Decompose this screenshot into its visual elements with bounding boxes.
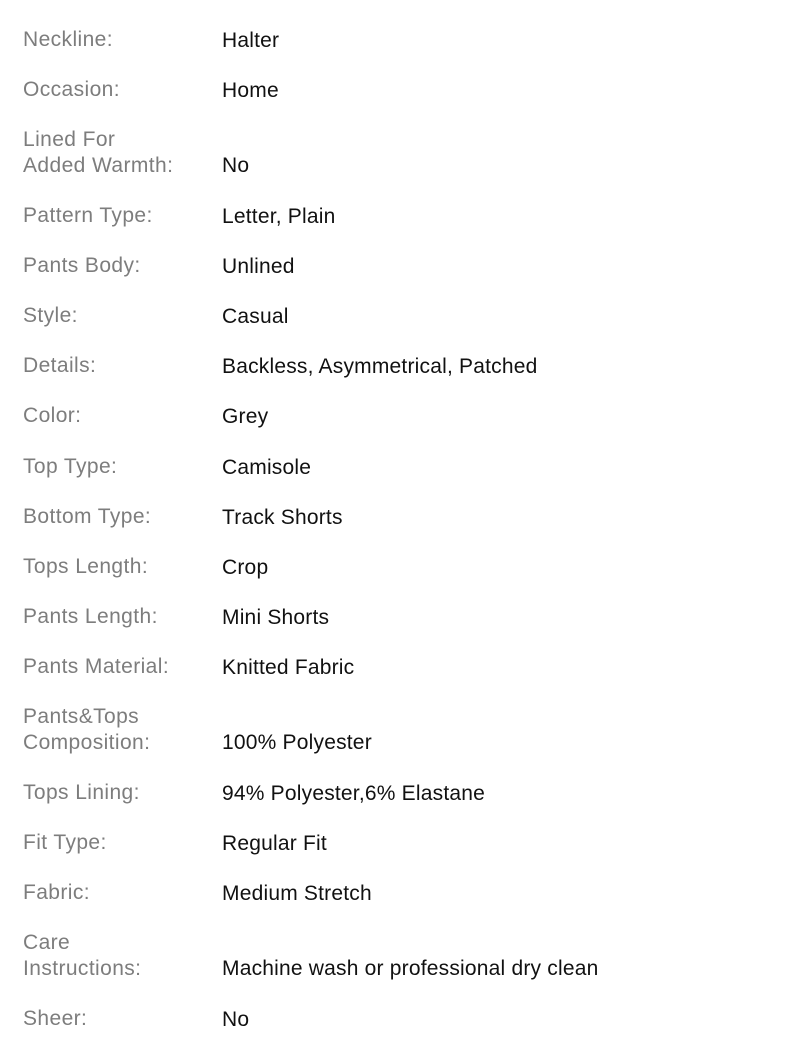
spec-value: Backless, Asymmetrical, Patched (222, 355, 538, 378)
spec-row-lined-for-added-warmth (23, 127, 783, 203)
spec-value: Letter, Plain (222, 205, 336, 228)
spec-row-pants-length (23, 604, 783, 654)
spec-value: Grey (222, 405, 269, 428)
spec-row-pattern-type (23, 203, 783, 253)
spec-value: Halter (222, 29, 280, 52)
spec-value: Camisole (222, 456, 312, 479)
spec-value: Unlined (222, 255, 295, 278)
spec-row-details (23, 353, 783, 403)
spec-label: Details: (23, 354, 97, 377)
spec-row-pants-tops-composition (23, 704, 783, 780)
spec-row-care-instructions (23, 930, 783, 1006)
spec-row-pants-material (23, 654, 783, 704)
spec-value: No (222, 154, 250, 177)
spec-value: No (222, 1008, 250, 1031)
spec-label: Bottom Type: (23, 505, 152, 528)
spec-row-tops-lining (23, 780, 783, 830)
spec-row-fit-type (23, 830, 783, 880)
spec-label: Care Instructions: (23, 931, 142, 980)
spec-label: Pants Material: (23, 655, 170, 678)
spec-row-color (23, 403, 783, 453)
spec-row-tops-length (23, 554, 783, 604)
spec-row-top-type (23, 454, 783, 504)
spec-row-fabric (23, 880, 783, 930)
spec-value: Track Shorts (222, 506, 343, 529)
spec-label: Neckline: (23, 28, 113, 51)
spec-value: 94% Polyester,6% Elastane (222, 782, 485, 805)
spec-value: Mini Shorts (222, 606, 330, 629)
spec-label: Fit Type: (23, 831, 107, 854)
spec-row-bottom-type (23, 504, 783, 554)
spec-label: Top Type: (23, 455, 118, 478)
spec-label: Pants&Tops Composition: (23, 705, 151, 754)
spec-label: Pattern Type: (23, 204, 153, 227)
spec-value: Knitted Fabric (222, 656, 355, 679)
spec-label: Fabric: (23, 881, 90, 904)
spec-label: Occasion: (23, 78, 120, 101)
spec-row-pants-body (23, 253, 783, 303)
spec-value: Medium Stretch (222, 882, 372, 905)
spec-label: Lined For Added Warmth: (23, 128, 174, 177)
spec-label: Pants Length: (23, 605, 158, 628)
spec-label: Color: (23, 404, 82, 427)
spec-label: Sheer: (23, 1007, 88, 1030)
spec-value: Machine wash or professional dry clean (222, 957, 599, 980)
spec-value: 100% Polyester (222, 731, 372, 754)
spec-row-sheer (23, 1006, 783, 1046)
spec-label: Tops Lining: (23, 781, 140, 804)
spec-row-style (23, 303, 783, 353)
spec-row-neckline (23, 27, 783, 77)
spec-label: Pants Body: (23, 254, 141, 277)
spec-value: Home (222, 79, 279, 102)
spec-value: Regular Fit (222, 832, 327, 855)
spec-label: Tops Length: (23, 555, 149, 578)
spec-value: Casual (222, 305, 289, 328)
spec-row-occasion (23, 77, 783, 127)
spec-label: Style: (23, 304, 78, 327)
spec-value: Crop (222, 556, 269, 579)
